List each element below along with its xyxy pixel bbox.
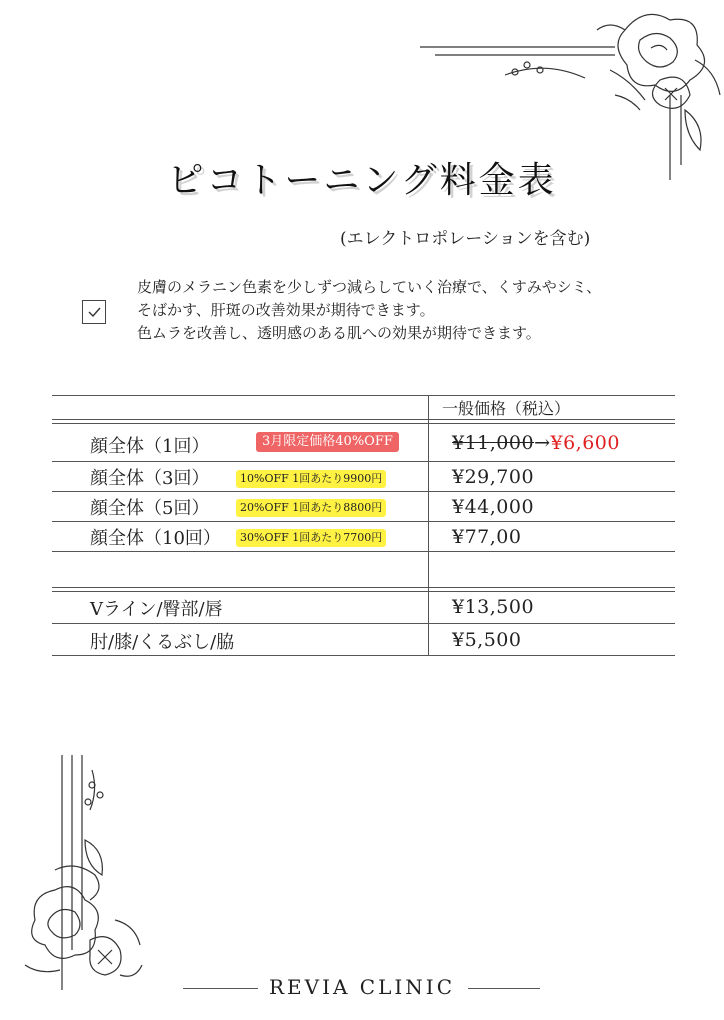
table-row-price [452,432,620,454]
table-row-price: ¥77,00 [452,526,522,548]
floral-corner-bottom-left-icon [20,750,160,1000]
table-top-border [52,395,675,396]
table-row-name: 顔全体（10回） [90,528,221,549]
discount-badge: 30%OFF 1回あたり7700円 [236,529,386,547]
page-subtitle: (エレクトロポレーションを含む) [340,229,591,249]
table-header-border [52,423,675,424]
promo-badge: 3月限定価格40%OFF [256,432,399,452]
description-line: 色ムラを改善し、透明感のある肌への効果が期待できます。 [137,324,541,342]
page-title: ピコトーニング料金表 [167,160,557,201]
discount-badge: 10%OFF 1回あたり9900円 [236,470,386,488]
column-divider [428,395,429,656]
old-price: ¥11,000 [452,432,535,454]
row-divider [52,623,675,624]
row-divider [52,587,675,588]
table-row-name: 顔全体（5回） [90,498,210,519]
sale-price: ¥6,600 [550,432,620,454]
description-line: そばかす、肝斑の改善効果が期待できます。 [137,301,435,319]
row-divider [52,591,675,592]
description-line: 皮膚のメラニン色素を少しずつ減らしていく治療で、くすみやシミ、 [137,278,602,296]
price-header: 一般価格（税込） [442,399,571,418]
row-divider [52,461,675,462]
table-row-name: 顔全体（3回） [90,468,210,489]
table-row-price: ¥13,500 [452,596,535,618]
row-divider [52,551,675,552]
description [137,276,601,345]
table-header-border [52,419,675,420]
clinic-name: REVIA CLINIC [269,975,455,999]
discount-badge: 20%OFF 1回あたり8800円 [236,499,386,517]
table-row-price: ¥5,500 [452,629,522,651]
row-divider [52,521,675,522]
table-row-name: Vライン/臀部/唇 [90,599,223,620]
table-row-price: ¥44,000 [452,496,535,518]
table-row-name: 顔全体（1回） [90,436,210,457]
check-icon [82,300,106,324]
arrow: → [534,432,551,454]
table-row-price: ¥29,700 [452,466,535,488]
row-divider [52,491,675,492]
table-bottom-border [52,655,675,656]
table-row-name: 肘/膝/くるぶし/脇 [90,632,235,653]
